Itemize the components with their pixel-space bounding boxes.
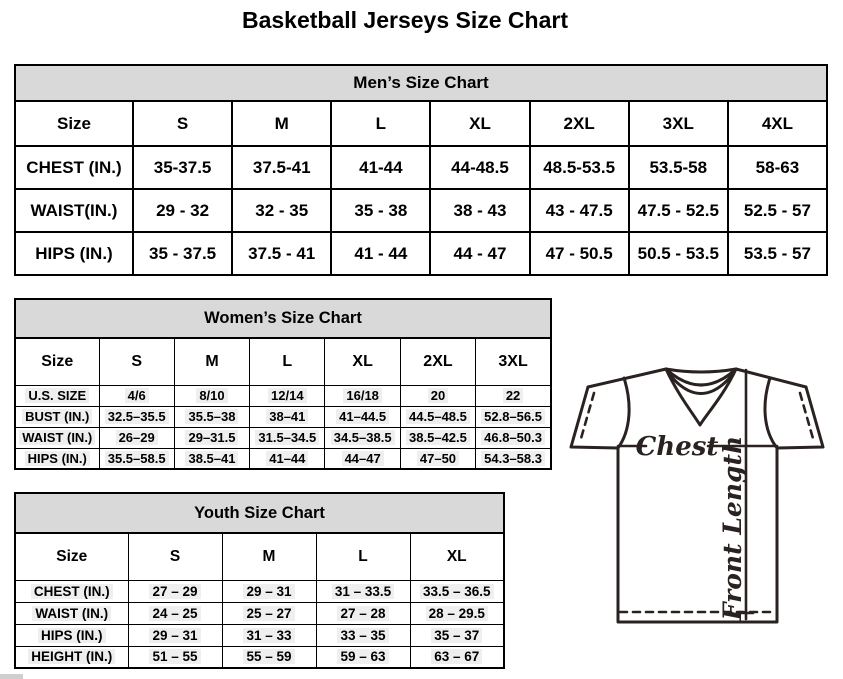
- table-header-row: [15, 338, 551, 385]
- size-value-cell: 43 - 47.5: [530, 189, 629, 232]
- womens-size-chart-table: [14, 298, 552, 470]
- row-label: HIPS (IN.): [15, 232, 133, 275]
- size-value-cell: 53.5 - 57: [728, 232, 827, 275]
- size-value-cell: 22: [476, 385, 551, 406]
- size-value-cell: 41-44: [331, 146, 430, 189]
- size-value-cell: 29 - 32: [133, 189, 232, 232]
- size-value-cell: 35 - 37.5: [133, 232, 232, 275]
- size-value-cell: 59 – 63: [316, 646, 410, 668]
- size-value-cell: 26–29: [99, 427, 174, 448]
- size-value-cell: 16/18: [325, 385, 400, 406]
- jersey-left-armhole-line: [618, 378, 629, 448]
- column-header: S: [133, 101, 232, 146]
- page-title: Basketball Jerseys Size Chart: [241, 7, 568, 33]
- column-header: XL: [410, 533, 504, 580]
- row-label: WAIST (IN.): [15, 602, 128, 624]
- size-value-cell: 20: [400, 385, 475, 406]
- jersey-right-cuff-dashed-line: [800, 393, 814, 442]
- table-row: [15, 406, 551, 427]
- size-value-cell: 44.5–48.5: [400, 406, 475, 427]
- size-value-cell: 44–47: [325, 448, 400, 469]
- column-header: 3XL: [476, 338, 551, 385]
- size-value-cell: 33.5 – 36.5: [410, 580, 504, 602]
- size-value-cell: 27 – 29: [128, 580, 222, 602]
- table-row: [15, 146, 827, 189]
- table-header-row: [15, 101, 827, 146]
- table-row: [15, 189, 827, 232]
- size-value-cell: 38.5–41: [174, 448, 249, 469]
- size-value-cell: 35.5–58.5: [99, 448, 174, 469]
- table-row: [15, 448, 551, 469]
- row-label: WAIST(IN.): [15, 189, 133, 232]
- table-caption-row: [15, 65, 827, 101]
- size-value-cell: 31.5–34.5: [250, 427, 325, 448]
- column-header: S: [99, 338, 174, 385]
- size-value-cell: 32.5–35.5: [99, 406, 174, 427]
- size-value-cell: 38 - 43: [430, 189, 529, 232]
- size-value-cell: 48.5-53.5: [530, 146, 629, 189]
- size-value-cell: 41–44.5: [325, 406, 400, 427]
- size-value-cell: 47 - 50.5: [530, 232, 629, 275]
- column-header: L: [250, 338, 325, 385]
- column-header: XL: [430, 101, 529, 146]
- size-value-cell: 63 – 67: [410, 646, 504, 668]
- size-value-cell: 35-37.5: [133, 146, 232, 189]
- row-label: HEIGHT (IN.): [15, 646, 128, 668]
- bottom-left-artifact: [0, 674, 23, 679]
- column-header: Size: [15, 533, 128, 580]
- size-value-cell: 58-63: [728, 146, 827, 189]
- size-value-cell: 54.3–58.3: [476, 448, 551, 469]
- size-value-cell: 38–41: [250, 406, 325, 427]
- size-value-cell: 50.5 - 53.5: [629, 232, 728, 275]
- size-value-cell: 32 - 35: [232, 189, 331, 232]
- column-header: 4XL: [728, 101, 827, 146]
- size-value-cell: 29–31.5: [174, 427, 249, 448]
- table-caption-row: [15, 299, 551, 338]
- size-value-cell: 25 – 27: [222, 602, 316, 624]
- row-label: BUST (IN.): [15, 406, 99, 427]
- size-value-cell: 52.8–56.5: [476, 406, 551, 427]
- size-value-cell: 35.5–38: [174, 406, 249, 427]
- womens-chart-title: Women’s Size Chart: [15, 299, 551, 338]
- mens-size-chart-table: [14, 64, 828, 276]
- size-value-cell: 31 – 33.5: [316, 580, 410, 602]
- table-caption-row: [15, 493, 504, 533]
- column-header: L: [331, 101, 430, 146]
- size-value-cell: 37.5 - 41: [232, 232, 331, 275]
- size-value-cell: 35 – 37: [410, 624, 504, 646]
- mens-chart-title: Men’s Size Chart: [15, 65, 827, 101]
- column-header: M: [232, 101, 331, 146]
- column-header: M: [174, 338, 249, 385]
- jersey-right-armhole-line: [765, 378, 777, 448]
- jersey-measurement-diagram: [556, 358, 840, 630]
- row-label: U.S. SIZE: [15, 385, 99, 406]
- size-value-cell: 34.5–38.5: [325, 427, 400, 448]
- size-value-cell: 27 – 28: [316, 602, 410, 624]
- table-row: [15, 580, 504, 602]
- column-header: L: [316, 533, 410, 580]
- column-header: 3XL: [629, 101, 728, 146]
- size-value-cell: 31 – 33: [222, 624, 316, 646]
- jersey-left-cuff-dashed-line: [580, 393, 594, 442]
- size-value-cell: 28 – 29.5: [410, 602, 504, 624]
- size-value-cell: 24 – 25: [128, 602, 222, 624]
- table-row: [15, 232, 827, 275]
- size-value-cell: 44-48.5: [430, 146, 529, 189]
- front-length-label: Front Length: [718, 435, 747, 621]
- table-row: [15, 624, 504, 646]
- column-header: M: [222, 533, 316, 580]
- row-label: CHEST (IN.): [15, 580, 128, 602]
- jersey-body-outline: [618, 448, 777, 622]
- table-row: [15, 385, 551, 406]
- column-header: Size: [15, 338, 99, 385]
- size-value-cell: 53.5-58: [629, 146, 728, 189]
- table-row: [15, 646, 504, 668]
- size-value-cell: 52.5 - 57: [728, 189, 827, 232]
- row-label: HIPS (IN.): [15, 624, 128, 646]
- jersey-collar-top-line: [666, 369, 736, 372]
- size-value-cell: 51 – 55: [128, 646, 222, 668]
- column-header: XL: [325, 338, 400, 385]
- row-label: WAIST (IN.): [15, 427, 99, 448]
- column-header: 2XL: [530, 101, 629, 146]
- table-header-row: [15, 533, 504, 580]
- size-value-cell: 4/6: [99, 385, 174, 406]
- size-value-cell: 44 - 47: [430, 232, 529, 275]
- size-value-cell: 8/10: [174, 385, 249, 406]
- jersey-left-sleeve-outline: [571, 387, 618, 448]
- size-value-cell: 29 – 31: [222, 580, 316, 602]
- size-value-cell: 47–50: [400, 448, 475, 469]
- size-value-cell: 12/14: [250, 385, 325, 406]
- size-value-cell: 55 – 59: [222, 646, 316, 668]
- size-value-cell: 38.5–42.5: [400, 427, 475, 448]
- size-value-cell: 29 – 31: [128, 624, 222, 646]
- row-label: CHEST (IN.): [15, 146, 133, 189]
- column-header: S: [128, 533, 222, 580]
- size-value-cell: 35 - 38: [331, 189, 430, 232]
- column-header: 2XL: [400, 338, 475, 385]
- youth-size-chart-table: [14, 492, 505, 669]
- table-row: [15, 602, 504, 624]
- chest-label: Chest: [635, 432, 719, 462]
- size-value-cell: 41–44: [250, 448, 325, 469]
- size-value-cell: 47.5 - 52.5: [629, 189, 728, 232]
- size-value-cell: 37.5-41: [232, 146, 331, 189]
- row-label: HIPS (IN.): [15, 448, 99, 469]
- column-header: Size: [15, 101, 133, 146]
- youth-chart-title: Youth Size Chart: [15, 493, 504, 533]
- size-value-cell: 33 – 35: [316, 624, 410, 646]
- table-row: [15, 427, 551, 448]
- size-value-cell: 46.8–50.3: [476, 427, 551, 448]
- size-value-cell: 41 - 44: [331, 232, 430, 275]
